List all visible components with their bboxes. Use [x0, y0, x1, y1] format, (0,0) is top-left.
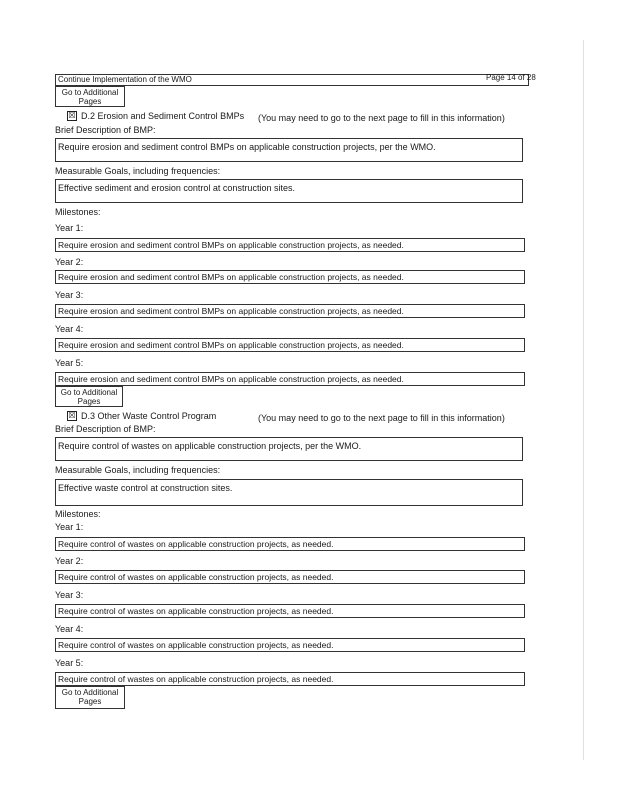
d3-year-4-label: Year 4: [55, 624, 84, 634]
go-to-additional-pages-button[interactable]: Go to Additional Pages [55, 686, 125, 709]
d2-brief-description-field[interactable] [55, 138, 523, 162]
d2-brief-label: Brief Description of BMP: [55, 125, 156, 135]
d3-measurable-goals-field[interactable] [55, 479, 523, 506]
d3-note: (You may need to go to the next page to fill in this information) [258, 413, 505, 423]
d2-year-5-label: Year 5: [55, 358, 84, 368]
d2-year-4-label: Year 4: [55, 324, 84, 334]
d2-year-1-field[interactable]: Require erosion and sediment control BMPs on applicable construction projects, as needed. [55, 238, 525, 252]
go-to-additional-pages-button[interactable]: Go to Additional Pages [55, 386, 123, 407]
d2-year-2-label: Year 2: [55, 257, 84, 267]
d2-year-5-field[interactable]: Require erosion and sediment control BMPs on applicable construction projects, as needed. [55, 372, 525, 386]
d2-checkbox[interactable]: ☒ [68, 111, 76, 120]
d2-year-3-field[interactable]: Require erosion and sediment control BMPs on applicable construction projects, as needed. [55, 304, 525, 318]
continue-implementation-text: Continue Implementation of the WMO [58, 75, 192, 84]
d3-brief-description-text: Require control of wastes on applicable construction projects, per the WMO. [58, 441, 362, 451]
d2-goals-label: Measurable Goals, including frequencies: [55, 166, 221, 176]
d3-goals-label: Measurable Goals, including frequencies: [55, 465, 221, 475]
d2-brief-description-text: Require erosion and sediment control BMPs on applicable construction projects, per the WMO. [58, 142, 436, 152]
d3-year-3-field[interactable]: Require control of wastes on applicable construction projects, as needed. [55, 604, 525, 618]
d3-year-2-label: Year 2: [55, 556, 84, 566]
d2-measurable-goals-text: Effective sediment and erosion control at construction sites. [58, 183, 295, 193]
d2-measurable-goals-field[interactable] [55, 179, 523, 203]
d3-year-1-label: Year 1: [55, 522, 84, 532]
continue-implementation-field[interactable] [55, 74, 529, 86]
d2-milestones-label: Milestones: [55, 207, 101, 217]
d2-year-3-label: Year 3: [55, 290, 84, 300]
d3-measurable-goals-text: Effective waste control at construction sites. [58, 483, 233, 493]
d3-checkbox[interactable]: ☒ [68, 411, 76, 420]
d3-year-1-field[interactable]: Require control of wastes on applicable construction projects, as needed. [55, 537, 525, 551]
d2-note: (You may need to go to the next page to fill in this information) [258, 113, 505, 123]
d2-year-2-field[interactable]: Require erosion and sediment control BMPs on applicable construction projects, as needed. [55, 270, 525, 284]
go-to-additional-pages-button[interactable]: Go to Additional Pages [55, 86, 125, 107]
d3-title: D.3 Other Waste Control Program [81, 411, 217, 421]
d3-year-2-field[interactable]: Require control of wastes on applicable construction projects, as needed. [55, 570, 525, 584]
d3-brief-label: Brief Description of BMP: [55, 424, 156, 434]
d3-milestones-label: Milestones: [55, 509, 101, 519]
d2-year-1-label: Year 1: [55, 223, 84, 233]
d2-title: D.2 Erosion and Sediment Control BMPs [81, 111, 245, 121]
d3-brief-description-field[interactable] [55, 437, 523, 461]
d3-year-3-label: Year 3: [55, 590, 84, 600]
d3-year-5-label: Year 5: [55, 658, 84, 668]
d3-year-5-field[interactable]: Require control of wastes on applicable construction projects, as needed. [55, 672, 525, 686]
d3-year-4-field[interactable]: Require control of wastes on applicable construction projects, as needed. [55, 638, 525, 652]
page-number: Page 14 of 28 [486, 73, 536, 82]
d2-year-4-field[interactable]: Require erosion and sediment control BMPs on applicable construction projects, as needed. [55, 338, 525, 352]
page-edge-line [583, 40, 584, 760]
